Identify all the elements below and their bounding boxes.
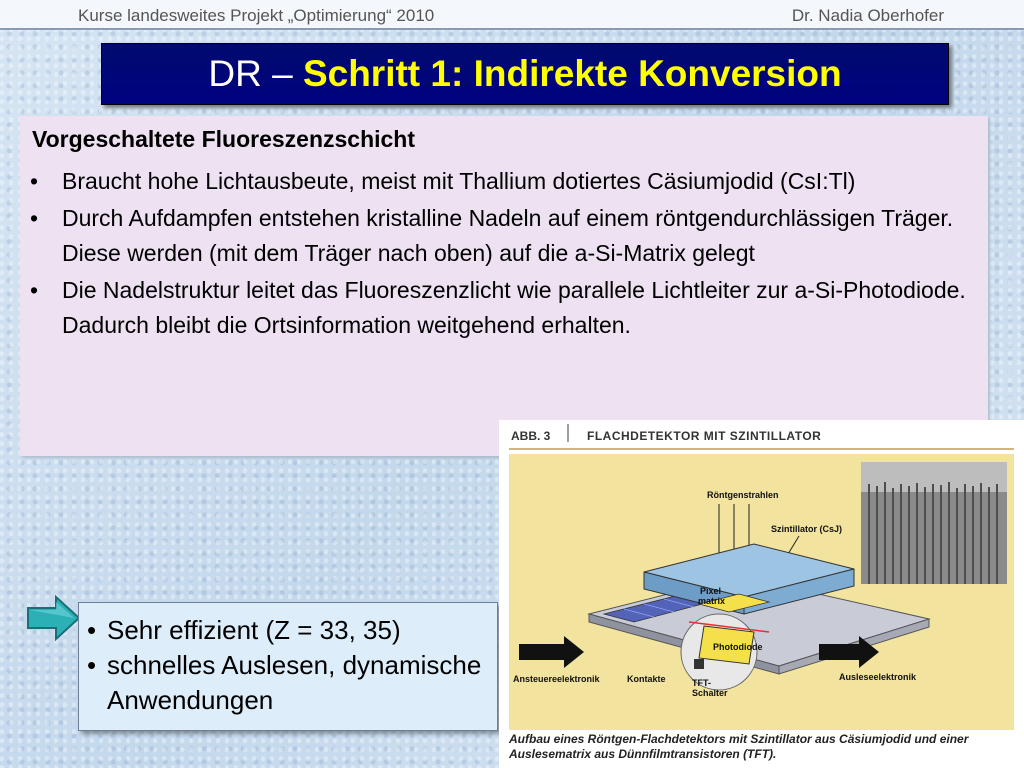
label-tft-1: TFT- <box>692 678 711 688</box>
content-box <box>20 116 988 456</box>
figure-header <box>509 424 1014 450</box>
content-bullet-list <box>20 164 970 345</box>
bullet-marker: • <box>87 650 97 680</box>
arrow-right-icon <box>26 594 82 642</box>
content-bullet <box>20 273 970 343</box>
detector-figure <box>499 420 1024 768</box>
summary-list <box>79 603 497 718</box>
csi-needle-photo <box>861 462 1007 584</box>
bullet-marker: • <box>87 615 97 645</box>
summary-text: Sehr effizient (Z = 33, 35) <box>107 615 401 645</box>
title-main: Schritt 1: Indirekte Konversion <box>302 53 842 94</box>
label-photodiode: Photodiode <box>713 642 763 652</box>
label-matrix: matrix <box>698 596 726 606</box>
label-scintillator: Szintillator (CsJ) <box>771 524 843 534</box>
bullet-text: Braucht hohe Lichtausbeute, meist mit Thallium dotiertes Cäsiumjodid (CsI:Tl) <box>62 168 856 194</box>
figure-panel <box>509 454 1014 730</box>
label-contacts: Kontakte <box>627 674 666 684</box>
author-name: Dr. Nadia Oberhofer <box>791 6 944 25</box>
content-heading: Vorgeschaltete Fluoreszenzschicht <box>32 126 416 152</box>
summary-item <box>87 613 497 648</box>
figure-number: ABB. 3 <box>511 429 551 443</box>
content-bullet <box>20 164 970 199</box>
summary-item <box>87 648 497 718</box>
summary-box <box>78 602 498 731</box>
figure-title: FLACHDETEKTOR MIT SZINTILLATOR <box>587 429 822 443</box>
bullet-marker: • <box>30 277 39 303</box>
slide-title <box>101 43 949 105</box>
course-name: Kurse landesweites Projekt „Optimierung“ 2010 <box>78 6 435 25</box>
figure-caption: Aufbau eines Röntgen-Flachdetektors mit Szintillator aus Cäsiumjodid und einer Auslesematrix aus Dünnfilmtransistoren (TFT). <box>509 732 969 761</box>
content-bullet <box>20 201 970 271</box>
bullet-text: Die Nadelstruktur leitet das Fluoreszenzlicht wie parallele Lichtleiter zur a-Si-Photodiode. Dadurch bleibt die Ortsinformation weitgehend erhalten. <box>62 277 966 338</box>
label-xray: Röntgenstrahlen <box>707 490 779 500</box>
bullet-marker: • <box>30 168 39 194</box>
label-tft-2: Schalter <box>692 688 728 698</box>
slide-header <box>0 0 1024 30</box>
flat-detector-diagram <box>509 454 1014 730</box>
drive-arrow-icon <box>519 636 584 668</box>
label-drive: Ansteuereelektronik <box>513 674 600 684</box>
bullet-marker: • <box>30 205 39 231</box>
label-readout: Ausleseelektronik <box>839 672 917 682</box>
summary-text: schnelles Auslesen, dynamische Anwendungen <box>107 650 482 715</box>
bullet-text: Durch Aufdampfen entstehen kristalline Nadeln auf einem röntgendurchlässigen Träger. Diese werden (mit dem Träger nach oben) auf die a-Si-Matrix gelegt <box>62 205 954 266</box>
title-prefix: DR – <box>208 53 303 94</box>
figure-header-divider <box>567 424 569 442</box>
label-pixel: Pixel <box>700 586 722 596</box>
